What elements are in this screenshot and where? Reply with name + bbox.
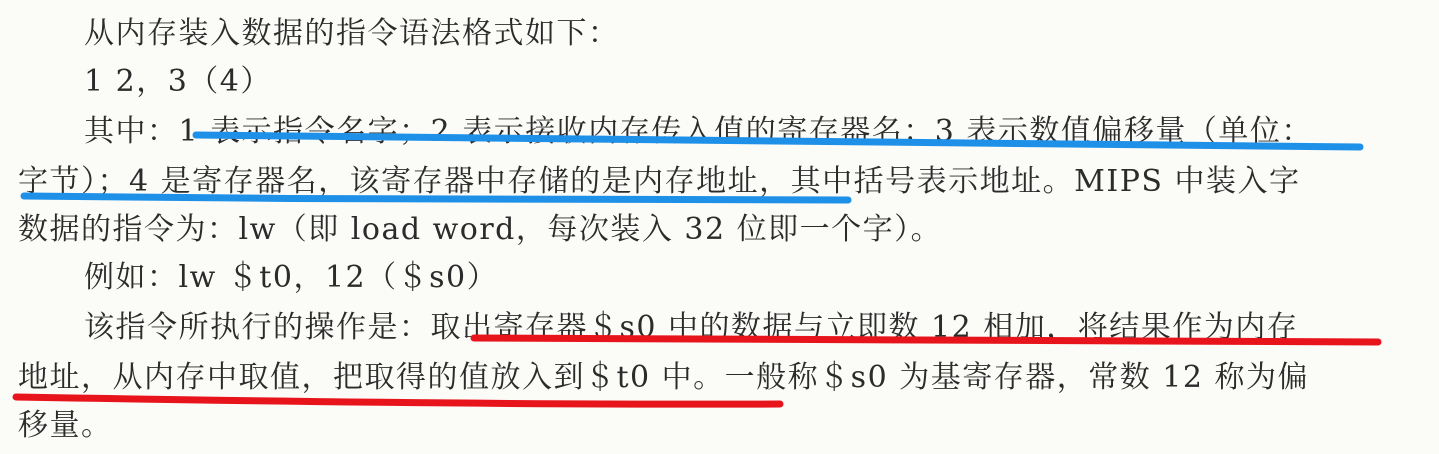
explanation-line-3: 数据的指令为：lw（即 load word，每次装入 32 位即一个字）。 (18, 212, 943, 247)
operation-line-3: 移量。 (18, 408, 113, 443)
example-line: 例如：lw ＄t0，12（＄s0） (84, 260, 499, 295)
syntax-format-line: 1 2，3（4） (84, 64, 272, 99)
operation-line-1: 该指令所执行的操作是：取出寄存器＄s0 中的数据与立即数 12 相加，将结果作为内存 (84, 310, 1299, 345)
explanation-line-1: 其中：1 表示指令名字；2 表示接收内存传入值的寄存器名；3 表示数值偏移量（单位： (84, 114, 1313, 149)
red-underline-2 (16, 397, 780, 404)
operation-line-2: 地址，从内存中取值，把取得的值放入到＄t0 中。一般称＄s0 为基寄存器，常数 12 称为偏 (18, 360, 1309, 395)
explanation-line-2: 字节）；4 是寄存器名，该寄存器中存储的是内存地址，其中括号表示地址。MIPS 中装入字 (18, 164, 1301, 199)
intro-line: 从内存装入数据的指令语法格式如下： (84, 16, 620, 51)
